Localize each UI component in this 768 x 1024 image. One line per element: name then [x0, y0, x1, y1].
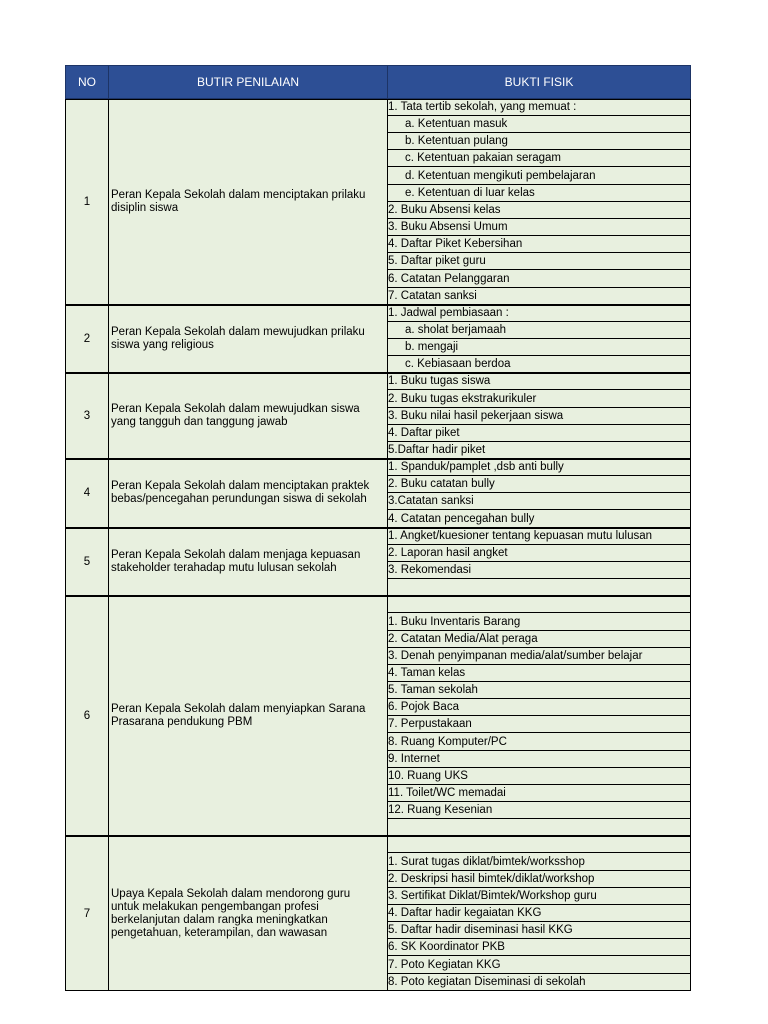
- bukti-fisik-item: 4. Daftar hadir kegaiatan KKG: [387, 905, 691, 922]
- bukti-fisik-item: 12. Ruang Kesenian: [387, 802, 691, 819]
- bukti-fisik-item: b. Ketentuan pulang: [387, 133, 691, 150]
- butir-penilaian-cell: [108, 836, 388, 990]
- bukti-fisik-item: 1. Buku Inventaris Barang: [387, 614, 691, 631]
- butir-penilaian-cell: [108, 596, 388, 836]
- butir-penilaian-text: Peran Kepala Sekolah dalam menciptakan praktek bebas/pencegahan perundungan siswa di sekolah: [111, 480, 370, 506]
- bukti-fisik-item: 4. Daftar Piket Kebersihan: [387, 236, 691, 253]
- bukti-fisik-item: 1. Surat tugas diklat/bimtek/worksshop: [387, 854, 691, 871]
- bukti-fisik-item: 1. Angket/kuesioner tentang kepuasan mutu lulusan: [387, 528, 691, 545]
- bukti-fisik-item: 2. Buku catatan bully: [387, 476, 691, 493]
- butir-penilaian-text: Peran Kepala Sekolah dalam mewujudkan siswa yang tangguh dan tanggung jawab: [111, 403, 360, 429]
- bukti-fisik-item: 2. Buku Absensi kelas: [387, 202, 691, 219]
- bukti-fisik-item: 4. Catatan pencegahan bully: [387, 511, 691, 528]
- row-number: 3: [65, 373, 109, 459]
- bukti-fisik-item: 2. Laporan hasil angket: [387, 545, 691, 562]
- bukti-fisik-item: [387, 579, 691, 596]
- bukti-fisik-item: 1. Tata tertib sekolah, yang memuat :: [387, 99, 691, 116]
- bukti-fisik-item: 3. Rekomendasi: [387, 562, 691, 579]
- row-number: 2: [65, 305, 109, 374]
- butir-penilaian-cell: [108, 305, 388, 374]
- row-number: 7: [65, 836, 109, 990]
- bukti-fisik-item: 6. Pojok Baca: [387, 699, 691, 716]
- butir-penilaian-cell: [108, 373, 388, 459]
- table-right-border: [690, 99, 691, 957]
- bukti-fisik-item: e. Ketentuan di luar kelas: [387, 185, 691, 202]
- bukti-fisik-item: 5. Daftar piket guru: [387, 253, 691, 270]
- bukti-fisik-item: 3. Buku nilai hasil pekerjaan siswa: [387, 408, 691, 425]
- bukti-fisik-item: 6. Catatan Pelanggaran: [387, 271, 691, 288]
- bukti-fisik-item: 1. Buku tugas siswa: [387, 373, 691, 390]
- butir-penilaian-text: Peran Kepala Sekolah dalam menciptakan prilaku disiplin siswa: [111, 188, 366, 214]
- bukti-fisik-item: 4. Taman kelas: [387, 665, 691, 682]
- bukti-fisik-item: 10. Ruang UKS: [387, 768, 691, 785]
- bukti-fisik-item: d. Ketentuan mengikuti pembelajaran: [387, 168, 691, 185]
- bukti-fisik-item: [387, 836, 691, 853]
- bukti-fisik-item: 2. Catatan Media/Alat peraga: [387, 631, 691, 648]
- butir-penilaian-cell: [108, 528, 388, 597]
- row-number: 6: [65, 596, 109, 836]
- bukti-fisik-item: b. mengaji: [387, 339, 691, 356]
- bukti-fisik-item: 2. Deskripsi hasil bimtek/diklat/workshop: [387, 871, 691, 888]
- bukti-fisik-item: 3.Catatan sanksi: [387, 493, 691, 510]
- butir-penilaian-text: Peran Kepala Sekolah dalam menyiapkan Sarana Prasarana pendukung PBM: [111, 703, 366, 729]
- bukti-fisik-item: 2. Buku tugas ekstrakurikuler: [387, 391, 691, 408]
- bukti-fisik-item: 5. Taman sekolah: [387, 682, 691, 699]
- bukti-fisik-item: 3. Denah penyimpanan media/alat/sumber belajar: [387, 648, 691, 665]
- bukti-fisik-item: c. Ketentuan pakaian seragam: [387, 150, 691, 167]
- bukti-fisik-item: c. Kebiasaan berdoa: [387, 356, 691, 373]
- bukti-fisik-item: 7. Catatan sanksi: [387, 288, 691, 305]
- bukti-fisik-item: 5. Daftar hadir diseminasi hasil KKG: [387, 922, 691, 939]
- butir-penilaian-text: Peran Kepala Sekolah dalam menjaga kepuasan stakeholder terahadap mutu lulusan sekolah: [111, 549, 361, 575]
- bukti-fisik-item: 11. Toilet/WC memadai: [387, 785, 691, 802]
- assessment-table: [65, 65, 691, 988]
- bukti-fisik-item: [387, 819, 691, 836]
- row-number: 5: [65, 528, 109, 597]
- bukti-fisik-item: 8. Poto kegiatan Diseminasi di sekolah: [387, 974, 691, 991]
- bukti-fisik-item: 3. Sertifikat Diklat/Bimtek/Workshop guru: [387, 888, 691, 905]
- bukti-fisik-item: 9. Internet: [387, 751, 691, 768]
- butir-penilaian-text: Upaya Kepala Sekolah dalam mendorong guru untuk melakukan pengembangan profesi berkelanjutan dalam rangka meningkatkan pengetahuan, keterampilan, dan wawasan: [111, 887, 351, 939]
- bukti-fisik-item: 7. Poto Kegiatan KKG: [387, 957, 691, 974]
- bukti-fisik-item: 8. Ruang Komputer/PC: [387, 734, 691, 751]
- header-butir-penilaian: BUTIR PENILAIAN: [108, 65, 388, 99]
- row-number: 4: [65, 459, 109, 528]
- bukti-fisik-item: 6. SK Koordinator PKB: [387, 939, 691, 956]
- bukti-fisik-item: 7. Perpustakaan: [387, 716, 691, 733]
- header-no: NO: [65, 65, 109, 99]
- bukti-fisik-item: [387, 596, 691, 613]
- butir-penilaian-cell: [108, 99, 388, 305]
- header-bukti-fisik: BUKTI FISIK: [387, 65, 691, 99]
- bukti-fisik-item: 5.Daftar hadir piket: [387, 442, 691, 459]
- butir-penilaian-text: Peran Kepala Sekolah dalam mewujudkan prilaku siswa yang religious: [111, 326, 365, 352]
- bukti-fisik-item: 4. Daftar piket: [387, 425, 691, 442]
- bukti-fisik-item: 3. Buku Absensi Umum: [387, 219, 691, 236]
- bukti-fisik-item: a. sholat berjamaah: [387, 322, 691, 339]
- bukti-fisik-item: 1. Jadwal pembiasaan :: [387, 305, 691, 322]
- row-number: 1: [65, 99, 109, 305]
- bukti-fisik-item: a. Ketentuan masuk: [387, 116, 691, 133]
- bukti-fisik-item: 1. Spanduk/pamplet ,dsb anti bully: [387, 459, 691, 476]
- butir-penilaian-cell: [108, 459, 388, 528]
